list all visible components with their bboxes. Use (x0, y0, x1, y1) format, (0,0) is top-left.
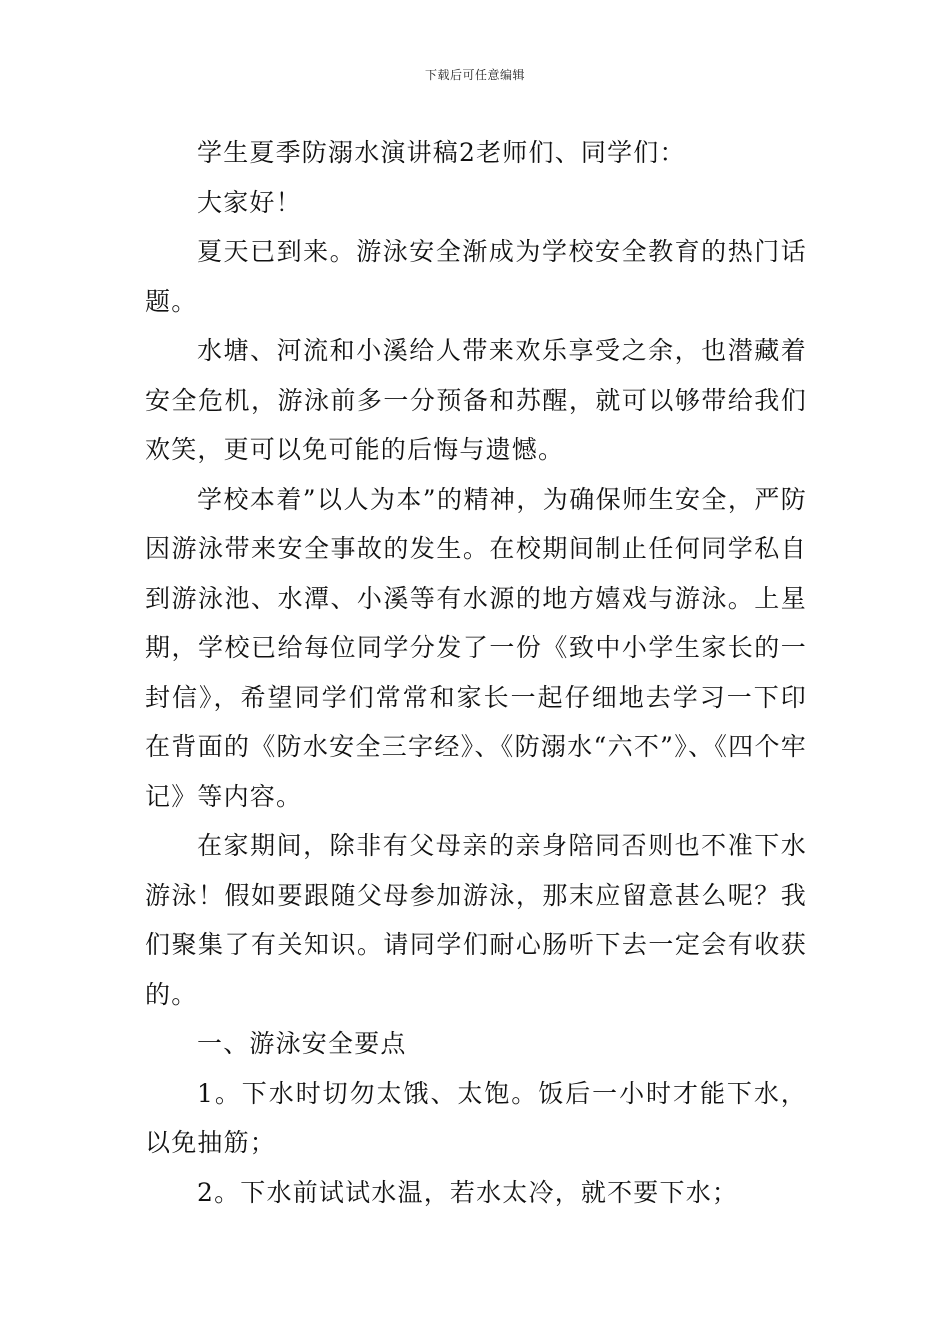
list-item: 2。下水前试试水温，若水太冷，就不要下水； (197, 1177, 739, 1207)
body-paragraph: 学校本着”以人为本”的精神，为确保师生安全，严防因游泳带来安全事故的发生。在校期间制止任何同学私自到游泳池、水潭、小溪等有水源的地方嬉戏与游泳。上星期，学校已给每位同学分发了一份《致中小学生家长的一封信》，希望同学们常常和家长一起仔细地去学习一下印在背面的《防水安全三字经》、《防溺水“六不”》、《四个牢记》等内容。 (145, 484, 807, 811)
page-header-note: 下载后可任意编辑 (424, 68, 525, 82)
greeting-paragraph: 大家好！ (197, 187, 302, 217)
list-item: 1。下水时切勿太饿、太饱。饭后一小时才能下水，以免抽筋； (145, 1078, 807, 1157)
document-body (145, 128, 807, 1217)
body-paragraph: 在家期间，除非有父母亲的亲身陪同否则也不准下水游泳！假如要跟随父母参加游泳，那末应留意甚么呢？我们聚集了有关知识。请同学们耐心肠听下去一定会有收获的。 (145, 831, 807, 1009)
document-title-line: 学生夏季防溺水演讲稿2老师们、同学们： (197, 138, 686, 167)
section-heading: 一、游泳安全要点 (197, 1029, 407, 1058)
body-paragraph: 夏天已到来。游泳安全渐成为学校安全教育的热门话题。 (145, 237, 807, 316)
body-paragraph: 水塘、河流和小溪给人带来欢乐享受之余，也潜藏着安全危机，游泳前多一分预备和苏醒，就可以够带给我们欢笑，更可以免可能的后悔与遗憾。 (145, 336, 807, 464)
